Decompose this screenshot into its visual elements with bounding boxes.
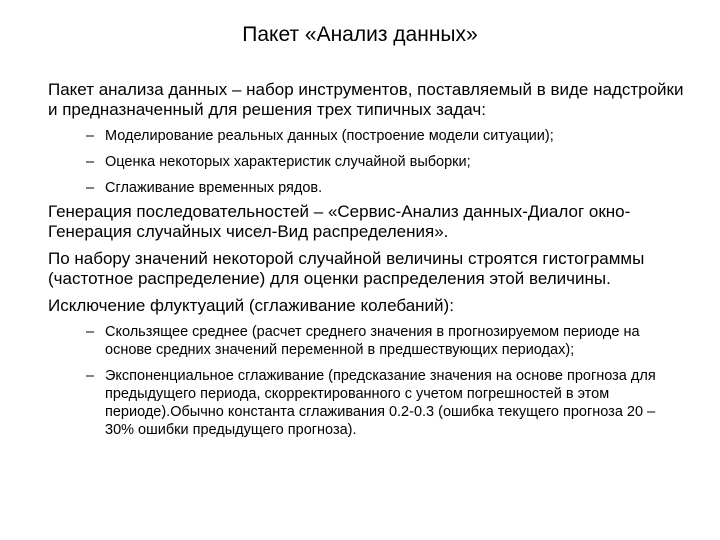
sub-bullet-time-series-smoothing: [48, 179, 688, 197]
sub-bullet-text: Сглаживание временных рядов.: [105, 180, 323, 196]
sub-bullet-text: Экспоненциальное сглаживание (предсказание значения на основе прогноза для предыдущего периода, скорректированного с учетом погрешностей в этом периоде).Обычно константа сглаживания 0.2-0.3 (ошибка текущего прогноза 20 – 30% ошибки предыдущего прогноза).: [105, 368, 656, 438]
sub-bullet-exponential-smoothing: [48, 367, 688, 439]
slide-content: [48, 80, 688, 439]
dash-icon: –: [86, 128, 95, 144]
sub-bullet-text: Оценка некоторых характеристик случайной выборки;: [105, 154, 471, 170]
sub-bullet-text: Моделирование реальных данных (построение модели ситуации);: [105, 128, 554, 144]
dash-icon: –: [86, 324, 95, 340]
bullet-sequence-generation: Генерация последовательностей – «Сервис-Анализ данных-Диалог окно-Генерация случайных чисел-Вид распределения».: [48, 202, 631, 241]
sub-bullet-sample-estimation: [48, 153, 688, 171]
sub-bullet-modeling: [48, 127, 688, 145]
sub-bullet-moving-average: [48, 323, 688, 359]
bullet-fluctuation-removal: Исключение флуктуаций (сглаживание колебаний):: [48, 296, 454, 315]
dash-icon: –: [86, 154, 95, 170]
slide-title: Пакет «Анализ данных»: [242, 23, 478, 46]
dash-icon: –: [86, 180, 95, 196]
dash-icon: –: [86, 368, 95, 384]
bullet-histograms: По набору значений некоторой случайной величины строятся гистограммы (частотное распределение) для оценки распределения этой величины.: [48, 249, 645, 288]
bullet-data-analysis-package: Пакет анализа данных – набор инструментов, поставляемый в виде надстройки и предназначенный для решения трех типичных задач:: [48, 80, 684, 119]
sub-bullet-text: Скользящее среднее (расчет среднего значения в прогнозируемом периоде на основе средних значений переменной в предшествующих периодах);: [105, 324, 640, 358]
